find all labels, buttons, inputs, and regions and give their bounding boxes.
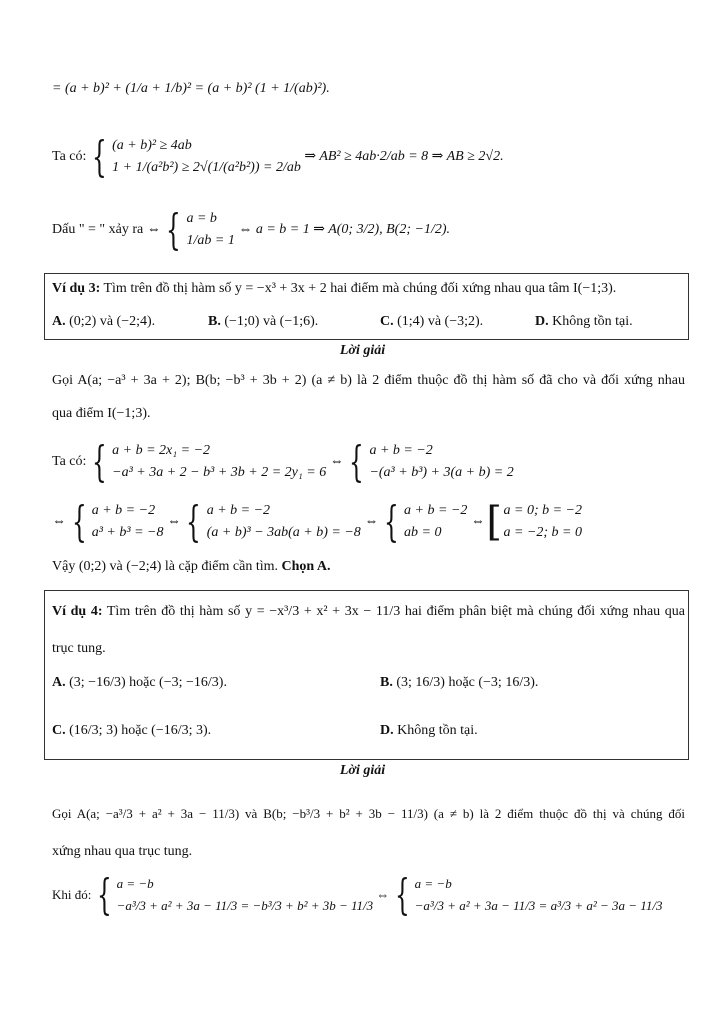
example-3-option-a[interactable] bbox=[52, 313, 155, 331]
equality-1: a = b bbox=[186, 211, 217, 226]
taco-label: Ta có: bbox=[52, 149, 87, 164]
equation: a + b = −2 bbox=[404, 503, 468, 518]
option-text: (0;2) và (−2;4). bbox=[69, 314, 156, 329]
example-4-option-b[interactable] bbox=[380, 674, 538, 692]
equation: −(a³ + b³) + 3(a + b) = 2 bbox=[369, 465, 514, 480]
equality-system bbox=[186, 208, 234, 252]
example-3-option-b[interactable] bbox=[208, 313, 318, 331]
example-3-option-c[interactable] bbox=[380, 313, 483, 331]
system-brace: { bbox=[91, 437, 107, 486]
equation-continuation: = (a + b)² + (1/a + 1/b)² = (a + b)² (1 + 1/(ab)²). bbox=[52, 81, 330, 96]
system-brace: { bbox=[186, 497, 202, 546]
example-4-text: Tìm trên đồ thị hàm số y = −x³/3 + x² + 3x − 11/3 hai điểm phân biệt mà chúng đối xứng nhau qua bbox=[106, 604, 686, 619]
equation: a + b = −2 bbox=[206, 503, 271, 518]
option-letter: C. bbox=[380, 314, 394, 329]
solution-4-paragraph-1: Gọi A(a; −a³/3 + a² + 3a − 11/3) và B(b; −b³/3 + b² + 3b − 11/3) (a ≠ b) là 2 điểm thuộc đồ thị và chúng đối bbox=[52, 806, 685, 821]
ab-result: ⇒ AB² ≥ 4ab·2/ab = 8 ⇒ AB ≥ 2√2. bbox=[304, 149, 504, 164]
system-a bbox=[112, 440, 326, 484]
inequality-2: 1 + 1/(a²b²) ≥ 2√(1/(a²b²)) = 2/ab bbox=[112, 160, 301, 175]
option-text: (3; −16/3) hoặc (−3; −16/3). bbox=[69, 675, 227, 690]
example-4-question-2: trục tung. bbox=[52, 641, 106, 656]
equation: ab = 0 bbox=[404, 525, 442, 540]
equation: a = −2; b = 0 bbox=[503, 525, 583, 540]
option-letter: A. bbox=[52, 675, 66, 690]
equivalence-icon: ⇔ bbox=[376, 887, 390, 902]
example-3-text: Tìm trên đồ thị hàm số y = −x³ + 3x + 2 hai điểm mà chúng đối xứng nhau qua tâm I(−1;3). bbox=[103, 281, 617, 296]
system-f bbox=[504, 500, 583, 544]
choose-answer: Chọn A. bbox=[281, 559, 331, 574]
example-4-question bbox=[52, 603, 685, 621]
option-text: Không tồn tại. bbox=[552, 314, 633, 329]
equation: a = −b bbox=[116, 876, 154, 891]
option-text: (3; 16/3) hoặc (−3; 16/3). bbox=[396, 675, 539, 690]
system-1 bbox=[117, 873, 374, 917]
equation: −a³/3 + a² + 3a − 11/3 = a³/3 + a² − 3a − 11/3 bbox=[414, 898, 663, 913]
system-b bbox=[369, 440, 513, 484]
solution-3-system-row-1 bbox=[52, 437, 685, 486]
example-4-option-d[interactable] bbox=[380, 722, 478, 740]
example-4-option-a[interactable] bbox=[52, 674, 227, 692]
system-brace: { bbox=[349, 437, 364, 486]
inequality-system bbox=[112, 135, 301, 179]
equivalence-icon: ⇔ bbox=[364, 514, 379, 529]
option-text: (−1;0) và (−1;6). bbox=[224, 314, 319, 329]
system-brace: { bbox=[383, 497, 399, 546]
equation: a + b = −2 bbox=[369, 443, 433, 458]
equality-result: ⇔ a = b = 1 ⇒ A(0; 3/2), B(2; −1/2). bbox=[238, 222, 451, 237]
taco-block-1 bbox=[52, 132, 685, 185]
equation: a = −b bbox=[414, 876, 452, 891]
system-brace: { bbox=[166, 205, 181, 254]
example-4-option-c[interactable] bbox=[52, 722, 211, 740]
solution-3-conclusion bbox=[52, 558, 685, 576]
equality-block bbox=[52, 205, 685, 258]
system-d bbox=[207, 500, 361, 544]
equation: a + b = −2 bbox=[91, 503, 156, 518]
system-brace: { bbox=[91, 132, 107, 181]
example-3-label: Ví dụ 3: bbox=[52, 281, 101, 296]
option-text: (1;4) và (−3;2). bbox=[397, 314, 484, 329]
system-brace: { bbox=[71, 497, 87, 546]
example-4-label: Ví dụ 4: bbox=[52, 604, 103, 619]
option-text: (16/3; 3) hoặc (−16/3; 3). bbox=[69, 723, 212, 738]
option-letter: C. bbox=[52, 723, 66, 738]
option-letter: D. bbox=[380, 723, 394, 738]
system-c bbox=[92, 500, 164, 544]
equivalence-icon: ⇔ bbox=[470, 514, 485, 529]
dau-label: Dấu " = " xảy ra ⇔ bbox=[52, 222, 161, 237]
khido-label: Khi đó: bbox=[52, 887, 92, 902]
equivalence-icon: ⇔ bbox=[329, 454, 344, 469]
equation: a + b = 2x₁ = −2 bbox=[112, 443, 211, 458]
system-e bbox=[404, 500, 467, 544]
option-letter: B. bbox=[380, 675, 393, 690]
option-letter: B. bbox=[208, 314, 221, 329]
solution-4-system-row bbox=[52, 870, 685, 929]
option-letter: A. bbox=[52, 314, 66, 329]
union-bracket: [ bbox=[486, 499, 502, 545]
equation: a³ + b³ = −8 bbox=[91, 525, 164, 540]
equivalence-icon: ⇔ bbox=[52, 514, 66, 529]
equality-2: 1/ab = 1 bbox=[186, 233, 235, 248]
equation: −a³/3 + a² + 3a − 11/3 = −b³/3 + b² + 3b − 11/3 bbox=[116, 898, 374, 913]
option-letter: D. bbox=[535, 314, 549, 329]
solution-3-title: Lời giải bbox=[339, 343, 386, 358]
equation: −a³ + 3a + 2 − b³ + 3b + 2 = 2y₁ = 6 bbox=[112, 465, 327, 480]
system-2 bbox=[415, 873, 663, 917]
solution-4-title: Lời giải bbox=[339, 763, 386, 778]
system-brace: { bbox=[96, 870, 112, 919]
inequality-1: (a + b)² ≥ 4ab bbox=[112, 138, 192, 153]
solution-3-system-row-2 bbox=[52, 497, 685, 546]
taco-label: Ta có: bbox=[52, 454, 87, 469]
solution-3-paragraph-2: qua điểm I(−1;3). bbox=[52, 406, 151, 421]
conclusion-text: Vậy (0;2) và (−2;4) là cặp điểm cần tìm. bbox=[52, 559, 278, 574]
equation: a = 0; b = −2 bbox=[503, 503, 583, 518]
example-3-option-d[interactable] bbox=[535, 313, 633, 331]
solution-3-paragraph-1: Gọi A(a; −a³ + 3a + 2); B(b; −b³ + 3b + 2) (a ≠ b) là 2 điểm thuộc đồ thị hàm số đã cho và đối xứng nhau bbox=[52, 373, 685, 388]
equivalence-icon: ⇔ bbox=[166, 514, 181, 529]
system-brace: { bbox=[394, 870, 410, 919]
example-3-question bbox=[52, 280, 685, 298]
option-text: Không tồn tại. bbox=[397, 723, 478, 738]
solution-4-paragraph-2: xứng nhau qua trục tung. bbox=[52, 844, 193, 859]
equation: (a + b)³ − 3ab(a + b) = −8 bbox=[206, 525, 361, 540]
